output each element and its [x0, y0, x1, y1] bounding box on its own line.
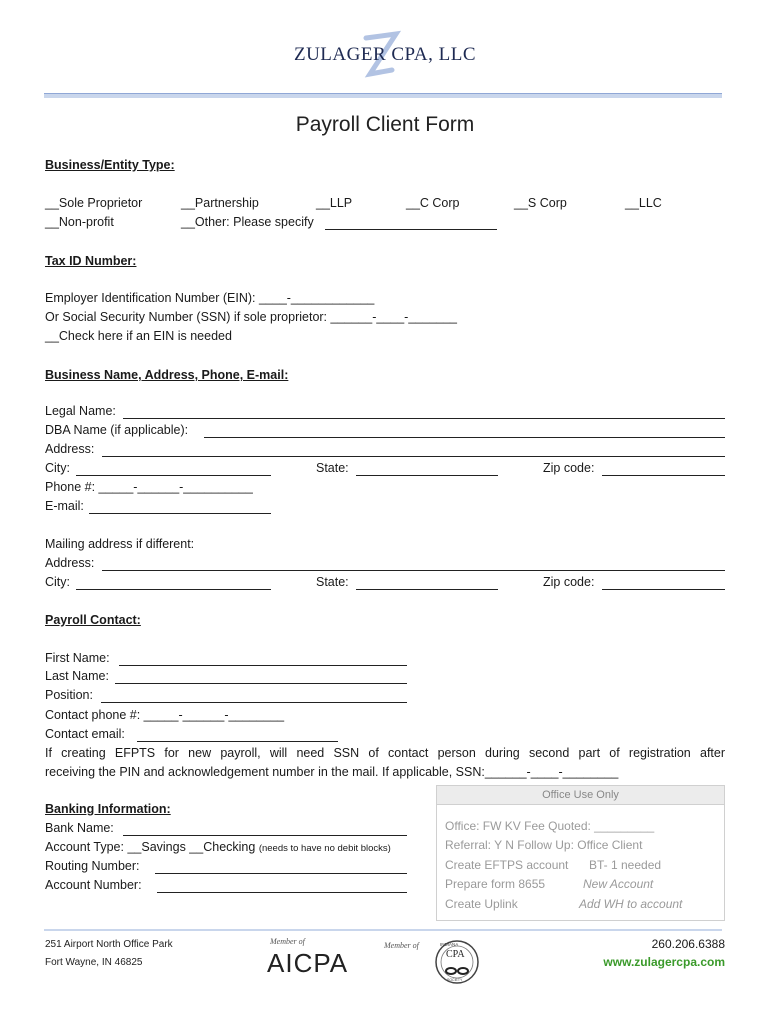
ein-field[interactable]: Employer Identification Number (EIN): ____-____________: [45, 291, 375, 305]
email-label: E-mail:: [45, 499, 84, 513]
footer-website-link[interactable]: www.zulagercpa.com: [603, 955, 725, 969]
aicpa-logo: AICPA: [267, 948, 349, 978]
mailing-city-label: City:: [45, 575, 70, 589]
efpts-note-line2[interactable]: receiving the PIN and acknowledgement number in the mail. If applicable, SSN:______-____-________: [45, 765, 619, 779]
phone-field[interactable]: Phone #: _____-______-__________: [45, 480, 253, 494]
office-create-eftps-check[interactable]: Create EFTPS account: [445, 858, 569, 872]
option-non-profit[interactable]: __Non-profit: [45, 215, 114, 229]
option-c-corp[interactable]: __C Corp: [406, 196, 460, 210]
bank-name-label: Bank Name:: [45, 821, 114, 835]
firm-logo-name: ZULAGER CPA, LLC: [293, 44, 476, 65]
last-name-field[interactable]: [115, 683, 407, 684]
position-field[interactable]: [101, 702, 407, 703]
position-label: Position:: [45, 688, 93, 702]
mailing-address-label: Mailing address if different:: [45, 537, 195, 551]
state-field[interactable]: [356, 475, 498, 476]
city-field[interactable]: [76, 475, 271, 476]
form-title: Payroll Client Form: [295, 113, 475, 136]
account-type-field[interactable]: [45, 840, 391, 854]
option-sole-proprietor[interactable]: __Sole Proprietor: [45, 196, 143, 210]
office-new-account-check[interactable]: New Account: [583, 877, 654, 891]
city-label: City:: [45, 461, 70, 475]
mailing-zip-field[interactable]: [602, 589, 725, 590]
legal-name-field[interactable]: [123, 418, 725, 419]
dba-field[interactable]: [204, 437, 725, 438]
first-name-label: First Name:: [45, 651, 110, 665]
mailing-city-field[interactable]: [76, 589, 271, 590]
office-form-8655-check[interactable]: Prepare form 8655: [445, 877, 546, 891]
office-create-uplink-check[interactable]: Create Uplink: [445, 897, 518, 911]
contact-email-field[interactable]: [137, 741, 338, 742]
tax-id-heading: Tax ID Number:: [45, 254, 137, 268]
zip-field[interactable]: [602, 475, 725, 476]
office-add-wh-check[interactable]: Add WH to account: [579, 897, 683, 911]
footer-divider: [44, 929, 722, 931]
payroll-contact-heading: Payroll Contact:: [45, 613, 141, 627]
office-use-heading: Office Use Only: [437, 786, 724, 805]
footer-address-line2: Fort Wayne, IN 46825: [45, 957, 143, 968]
dba-label: DBA Name (if applicable):: [45, 423, 189, 437]
header-divider: [44, 93, 722, 98]
account-number-label: Account Number:: [45, 878, 142, 892]
email-field[interactable]: [89, 513, 271, 514]
contact-email-label: Contact email:: [45, 727, 125, 741]
office-bt1-check[interactable]: BT- 1 needed: [589, 858, 662, 872]
footer-phone: 260.206.6388: [651, 937, 725, 951]
option-other[interactable]: __Other: Please specify: [181, 215, 314, 229]
first-name-field[interactable]: [119, 665, 407, 666]
account-number-field[interactable]: [157, 892, 407, 893]
option-llp[interactable]: __LLP: [316, 196, 353, 210]
banking-heading: Banking Information:: [45, 802, 171, 816]
ein-needed-check[interactable]: __Check here if an EIN is needed: [45, 329, 232, 343]
mailing-state-field[interactable]: [356, 589, 498, 590]
business-heading: Business Name, Address, Phone, E-mail:: [45, 368, 289, 382]
member-of-label-aicpa: Member of: [270, 937, 305, 946]
routing-number-field[interactable]: [155, 873, 407, 874]
ssn-field[interactable]: Or Social Security Number (SSN) if sole proprietor: ______-____-_______: [45, 310, 458, 324]
office-row-referral: Referral: Y N Follow Up: Office Client: [445, 838, 643, 852]
address-label: Address:: [45, 442, 95, 456]
mailing-zip-label: Zip code:: [543, 575, 595, 589]
account-type-label[interactable]: Account Type: __Savings __Checking: [45, 840, 256, 854]
zip-label: Zip code:: [543, 461, 595, 475]
bank-name-field[interactable]: [123, 835, 407, 836]
routing-number-label: Routing Number:: [45, 859, 140, 873]
legal-name-label: Legal Name:: [45, 404, 116, 418]
footer-address-line1: 251 Airport North Office Park: [45, 939, 173, 950]
seal-text-top: INDIANA: [440, 942, 459, 947]
mailing-address-label2: Address:: [45, 556, 95, 570]
address-field[interactable]: [102, 456, 725, 457]
mailing-state-label: State:: [316, 575, 349, 589]
efpts-note-line1: If creating EFPTS for new payroll, will need SSN of contact person during second part of registration after: [45, 746, 725, 760]
option-llc[interactable]: __LLC: [625, 196, 662, 210]
mailing-address-field[interactable]: [102, 570, 725, 571]
office-row-location-fee: Office: FW KV Fee Quoted: _________: [445, 819, 655, 833]
other-specify-field[interactable]: [325, 229, 497, 230]
account-type-note: (needs to have no debit blocks): [258, 843, 391, 854]
member-of-label-indiana: Member of: [384, 941, 419, 950]
option-s-corp[interactable]: __S Corp: [514, 196, 567, 210]
entity-type-heading: Business/Entity Type:: [45, 158, 175, 172]
office-use-box: [436, 785, 725, 921]
last-name-label: Last Name:: [45, 669, 109, 683]
seal-text-cpa: CPA: [446, 949, 465, 960]
contact-phone-field[interactable]: Contact phone #: _____-______-________: [45, 708, 285, 722]
seal-text-bottom: SOCIETY: [447, 978, 463, 982]
option-partnership[interactable]: __Partnership: [181, 196, 259, 210]
state-label: State:: [316, 461, 349, 475]
